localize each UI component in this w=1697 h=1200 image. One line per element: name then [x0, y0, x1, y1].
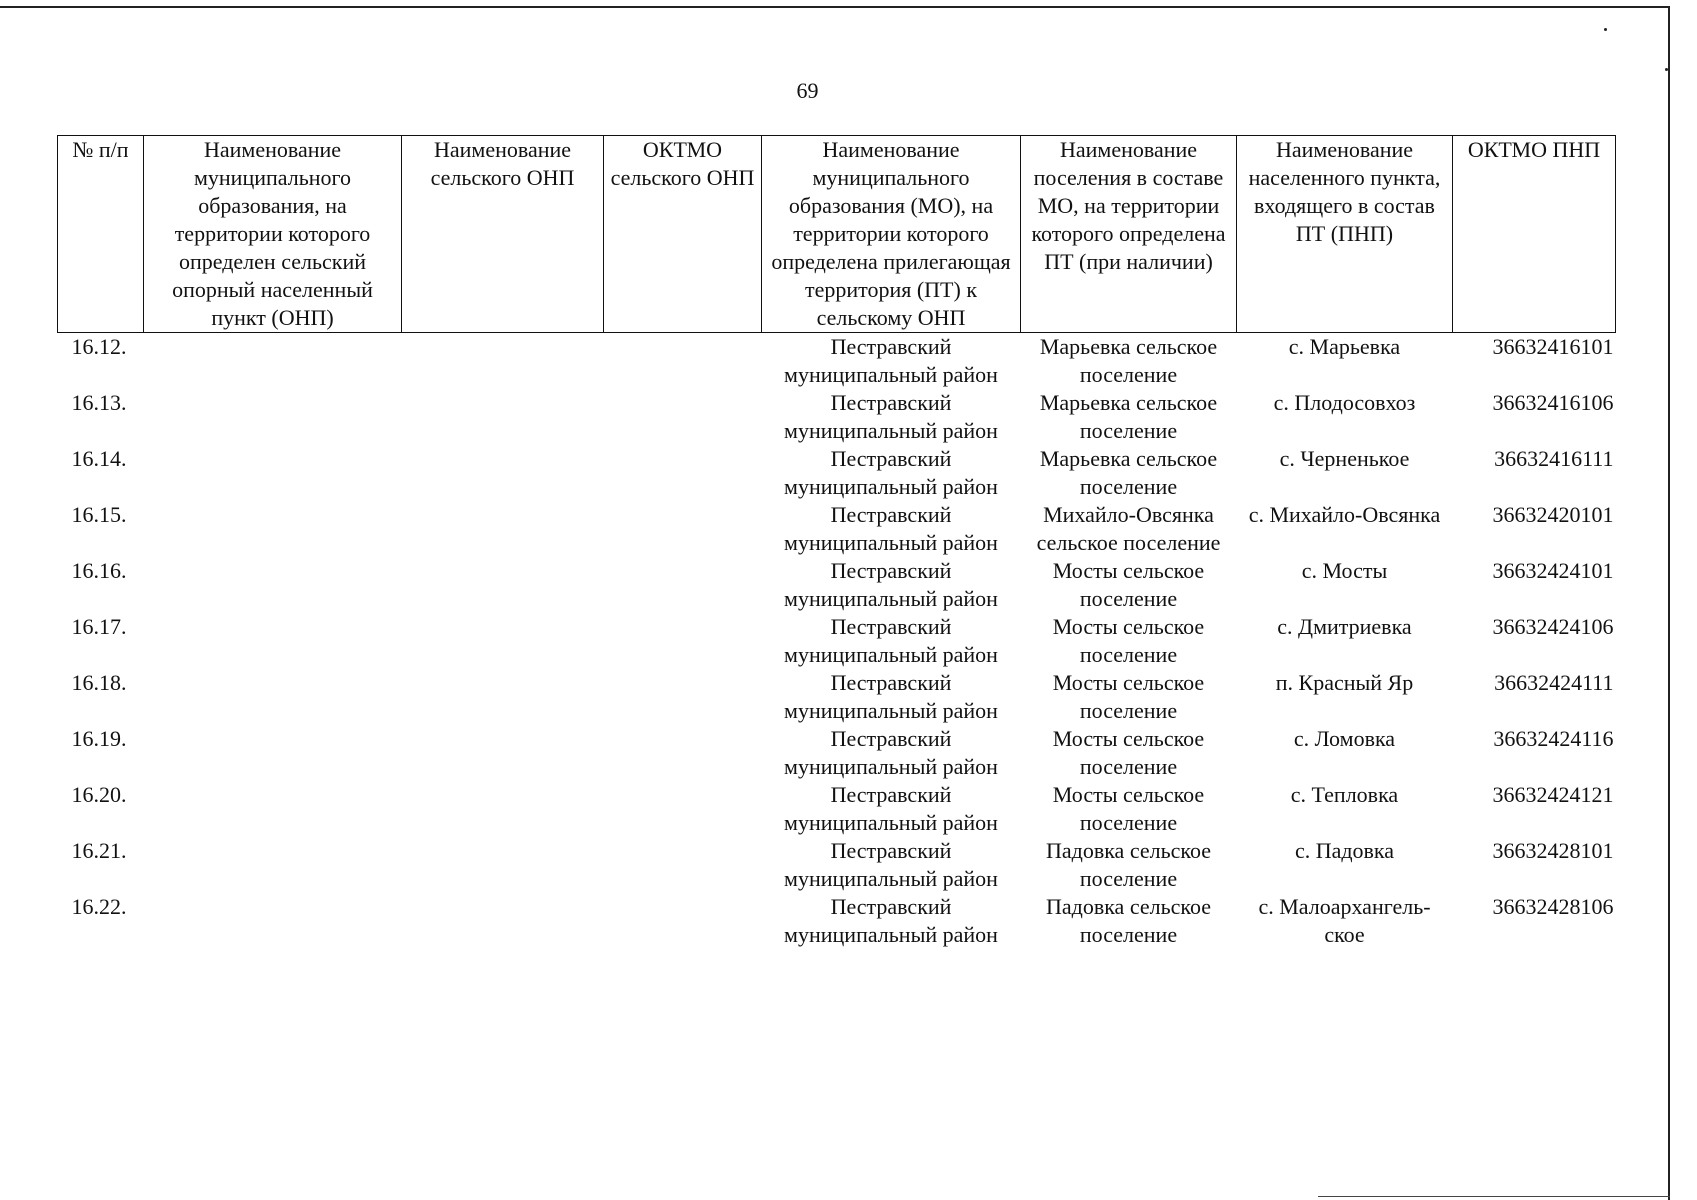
- pnp-oktmo-cell: 36632424121: [1492, 782, 1614, 807]
- row-number: 16.14.: [71, 446, 127, 471]
- row-number: 16.22.: [71, 894, 127, 919]
- scan-speck: [1665, 68, 1668, 71]
- onp-name-cell: [402, 389, 604, 445]
- row-number: 16.16.: [71, 558, 127, 583]
- onp-oktmo-cell: [604, 893, 762, 949]
- pnp-oktmo-cell: 36632416106: [1492, 390, 1614, 415]
- pnp-name-cell: с. Падовка: [1294, 838, 1395, 863]
- onp-oktmo-cell: [604, 389, 762, 445]
- pt-municipality-cell: Пестравский муниципальный район: [784, 390, 998, 443]
- onp-name-cell: [402, 893, 604, 949]
- table-row: [58, 501, 1616, 557]
- pnp-name-cell: с. Тепловка: [1290, 782, 1399, 807]
- pnp-oktmo-cell: 36632428106: [1492, 894, 1614, 919]
- onp-name-cell: [402, 837, 604, 893]
- onp-oktmo-cell: [604, 781, 762, 837]
- pnp-name-cell: с. Дмитриевка: [1277, 614, 1412, 639]
- header-pnp-name: Наименование населенного пункта, входящего в состав ПТ (ПНП): [1237, 136, 1453, 333]
- onp-municipality-cell: [144, 893, 402, 949]
- onp-name-cell: [402, 613, 604, 669]
- onp-name-cell: [402, 781, 604, 837]
- table-row: [58, 781, 1616, 837]
- pt-municipality-cell: Пестравский муниципальный район: [784, 502, 998, 555]
- pt-settlement-cell: Мосты сельское поселение: [1052, 670, 1205, 723]
- row-number: 16.19.: [71, 726, 127, 751]
- pnp-name-cell: с. Плодосовхоз: [1273, 390, 1416, 415]
- table-row: [58, 893, 1616, 949]
- pt-settlement-cell: Мосты сельское поселение: [1052, 614, 1205, 667]
- onp-name-cell: [402, 501, 604, 557]
- row-number: 16.12.: [71, 334, 127, 359]
- pt-municipality-cell: Пестравский муниципальный район: [784, 670, 998, 723]
- onp-municipality-cell: [144, 781, 402, 837]
- onp-oktmo-cell: [604, 557, 762, 613]
- pt-municipality-cell: Пестравский муниципальный район: [784, 838, 998, 891]
- pnp-name-cell: п. Красный Яр: [1275, 670, 1414, 695]
- row-number: 16.15.: [71, 502, 127, 527]
- table-row: [58, 669, 1616, 725]
- pnp-name-cell: с. Ломовка: [1293, 726, 1396, 751]
- pt-settlement-cell: Марьевка сельское поселение: [1039, 334, 1218, 387]
- pt-settlement-cell: Мосты сельское поселение: [1052, 726, 1205, 779]
- pt-municipality-cell: Пестравский муниципальный район: [784, 446, 998, 499]
- pt-municipality-cell: Пестравский муниципальный район: [784, 614, 998, 667]
- onp-municipality-cell: [144, 613, 402, 669]
- onp-municipality-cell: [144, 445, 402, 501]
- onp-name-cell: [402, 725, 604, 781]
- pnp-oktmo-cell: 36632424116: [1493, 726, 1614, 751]
- onp-oktmo-cell: [604, 445, 762, 501]
- pt-settlement-cell: Марьевка сельское поселение: [1039, 446, 1218, 499]
- pnp-oktmo-cell: 36632416111: [1494, 446, 1614, 471]
- onp-municipality-cell: [144, 725, 402, 781]
- row-number: 16.13.: [71, 390, 127, 415]
- pnp-name-cell: с. Черненькое: [1279, 446, 1410, 471]
- table-row: [58, 557, 1616, 613]
- pnp-name-cell: с. Марьевка: [1288, 334, 1401, 359]
- pt-settlement-cell: Падовка сельское поселение: [1045, 894, 1212, 947]
- table-row: [58, 445, 1616, 501]
- pnp-oktmo-cell: 36632424106: [1492, 614, 1614, 639]
- pt-settlement-cell: Мосты сельское поселение: [1052, 558, 1205, 611]
- pt-municipality-cell: Пестравский муниципальный район: [784, 334, 998, 387]
- onp-municipality-cell: [144, 837, 402, 893]
- table-row: [58, 389, 1616, 445]
- header-pt-municipality: Наименование муниципального образования (МО), на территории которого определена прилегающая территория (ПТ) к сельскому ОНП: [762, 136, 1021, 333]
- onp-oktmo-cell: [604, 725, 762, 781]
- pt-settlement-cell: Падовка сельское поселение: [1045, 838, 1212, 891]
- row-number: 16.20.: [71, 782, 127, 807]
- onp-municipality-cell: [144, 389, 402, 445]
- header-pt-settlement: Наименование поселения в составе МО, на территории которого определена ПТ (при наличии): [1021, 136, 1237, 333]
- onp-name-cell: [402, 557, 604, 613]
- pnp-name-cell: с. Малоархангель-ское: [1258, 894, 1431, 947]
- onp-municipality-cell: [144, 669, 402, 725]
- table-row: [58, 725, 1616, 781]
- pnp-oktmo-cell: 36632416101: [1492, 334, 1614, 359]
- onp-oktmo-cell: [604, 837, 762, 893]
- header-row-number: № п/п: [58, 136, 144, 333]
- table-row: [58, 613, 1616, 669]
- scan-border-bottom: [1318, 1196, 1670, 1197]
- onp-name-cell: [402, 445, 604, 501]
- pt-municipality-cell: Пестравский муниципальный район: [784, 726, 998, 779]
- header-onp-oktmo: ОКТМО сельского ОНП: [604, 136, 762, 333]
- pt-municipality-cell: Пестравский муниципальный район: [784, 558, 998, 611]
- onp-municipality-cell: [144, 333, 402, 390]
- pnp-oktmo-cell: 36632424111: [1494, 670, 1614, 695]
- row-number: 16.17.: [71, 614, 127, 639]
- onp-municipality-cell: [144, 501, 402, 557]
- header-pnp-oktmo: ОКТМО ПНП: [1453, 136, 1616, 333]
- pnp-oktmo-cell: 36632424101: [1492, 558, 1614, 583]
- pt-municipality-cell: Пестравский муниципальный район: [784, 894, 998, 947]
- pnp-oktmo-cell: 36632428101: [1492, 838, 1614, 863]
- table-body: [58, 333, 1616, 950]
- header-onp-municipality: Наименование муниципального образования, на территории которого определен сельский опорный населенный пункт (ОНП): [144, 136, 402, 333]
- onp-oktmo-cell: [604, 333, 762, 390]
- scan-border-top: [0, 6, 1668, 8]
- registry-table: [57, 135, 1616, 949]
- scan-border-right: [1668, 6, 1670, 1200]
- pnp-oktmo-cell: 36632420101: [1492, 502, 1614, 527]
- onp-name-cell: [402, 333, 604, 390]
- header-onp-name: Наименование сельского ОНП: [402, 136, 604, 333]
- onp-oktmo-cell: [604, 669, 762, 725]
- pt-settlement-cell: Марьевка сельское поселение: [1039, 390, 1218, 443]
- pt-settlement-cell: Михайло-Овсянка сельское поселение: [1036, 502, 1221, 555]
- onp-name-cell: [402, 669, 604, 725]
- pt-settlement-cell: Мосты сельское поселение: [1052, 782, 1205, 835]
- pnp-name-cell: с. Михайло-Овсянка: [1248, 502, 1441, 527]
- row-number: 16.21.: [71, 838, 127, 863]
- onp-municipality-cell: [144, 557, 402, 613]
- row-number: 16.18.: [71, 670, 127, 695]
- table-row: [58, 333, 1616, 390]
- onp-oktmo-cell: [604, 613, 762, 669]
- scan-speck: [1604, 28, 1607, 31]
- header-row: [58, 136, 1616, 333]
- table-header: [58, 136, 1616, 333]
- pt-municipality-cell: Пестравский муниципальный район: [784, 782, 998, 835]
- table-row: [58, 837, 1616, 893]
- pnp-name-cell: с. Мосты: [1301, 558, 1388, 583]
- onp-oktmo-cell: [604, 501, 762, 557]
- page-number: 69: [796, 78, 819, 103]
